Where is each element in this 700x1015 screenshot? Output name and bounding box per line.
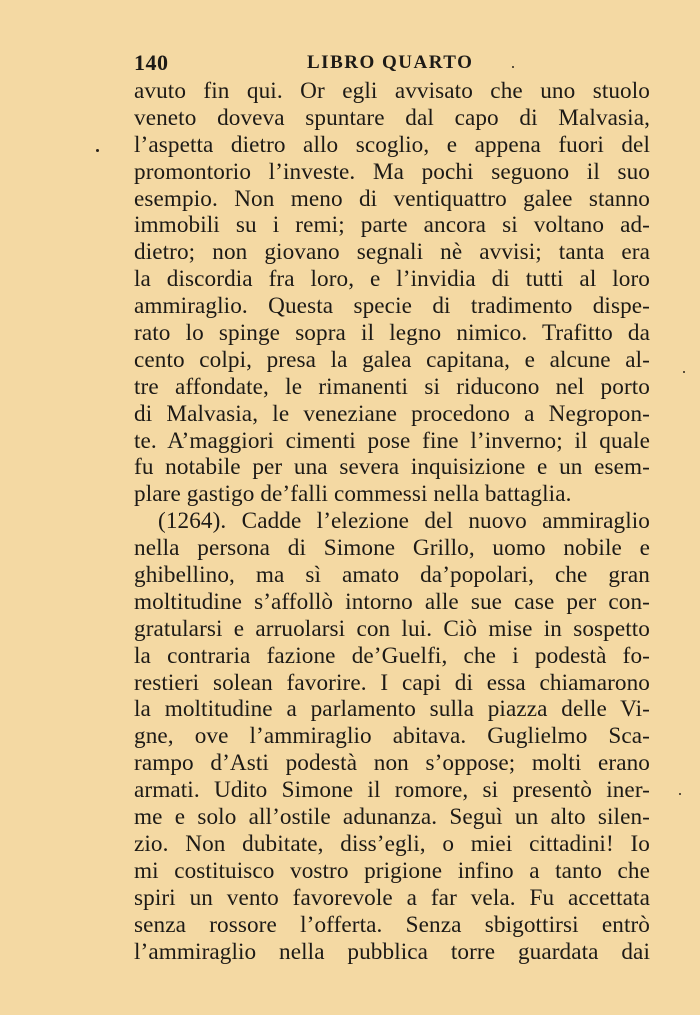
- text-line: immobili su i remi; parte ancora si voltano ad-: [134, 212, 650, 239]
- ink-speck: [679, 793, 681, 795]
- text-line: zio. Non dubitate, diss’egli, o miei cittadini! Io: [134, 830, 650, 857]
- text-line: veneto doveva spuntare dal capo di Malvasia,: [134, 104, 650, 131]
- text-line: la contraria fazione de’Guelfi, che i podestà fo-: [134, 642, 650, 669]
- text-line: spiri un vento favorevole a far vela. Fu accettata: [134, 884, 650, 911]
- text-line: ghibellino, ma sì amato da’popolari, che gran: [134, 562, 650, 589]
- text-line: rampo d’Asti podestà non s’oppose; molti erano: [134, 750, 650, 777]
- text-line: rato lo spinge sopra il legno nimico. Trafitto da: [134, 320, 650, 347]
- text-line: gne, ove l’ammiraglio abitava. Guglielmo Sca-: [134, 723, 650, 750]
- text-line: dietro; non giovano segnali nè avvisi; tanta era: [134, 239, 650, 266]
- text-line: fu notabile per una severa inquisizione e un esem-: [134, 454, 650, 481]
- page-number: 140: [134, 50, 169, 75]
- text-line: me e solo all’ostile adunanza. Seguì un alto silen-: [134, 804, 650, 831]
- text-line: nella persona di Simone Grillo, uomo nobile e: [134, 535, 650, 562]
- text-line: te. A’maggiori cimenti pose fine l’inverno; il quale: [134, 427, 650, 454]
- ink-speck: [683, 371, 685, 373]
- text-line: (1264). Cadde l’elezione del nuovo ammiraglio: [158, 508, 650, 535]
- running-head: LIBRO QUARTO: [307, 52, 474, 73]
- text-line: mi costituisco vostro prigione infino a tanto che: [134, 857, 650, 884]
- text-line: la discordia fra loro, e l’invidia di tutti al loro: [134, 266, 650, 293]
- text-line: avuto fin qui. Or egli avvisato che uno stuolo: [134, 78, 650, 104]
- text-line: la moltitudine a parlamento sulla piazza delle Vi-: [134, 696, 650, 723]
- text-line: moltitudine s’affollò intorno alle sue case per con-: [134, 588, 650, 615]
- page-header: [0, 46, 700, 82]
- text-line: senza rossore l’offerta. Senza sbigottirsi entrò: [134, 911, 650, 938]
- text-line: esempio. Non meno di ventiquattro galee stanno: [134, 185, 650, 212]
- ink-speck: [512, 66, 514, 68]
- text-line: gratularsi e arruolarsi con lui. Ciò mise in sospetto: [134, 615, 650, 642]
- text-line: l’aspetta dietro allo scoglio, e appena fuori del: [134, 131, 650, 158]
- text-line: l’ammiraglio nella pubblica torre guardata dai: [134, 938, 650, 965]
- body-text: [134, 78, 650, 965]
- ink-speck: [96, 149, 99, 152]
- text-line: ammiraglio. Questa specie di tradimento dispe-: [134, 293, 650, 320]
- text-line: di Malvasia, le veneziane procedono a Negropon-: [134, 400, 650, 427]
- text-line: cento colpi, presa la galea capitana, e alcune al-: [134, 346, 650, 373]
- text-line: restieri solean favorire. I capi di essa chiamarono: [134, 669, 650, 696]
- text-line: plare gastigo de’falli commessi nella battaglia.: [134, 481, 572, 508]
- text-line: tre affondate, le rimanenti si riducono nel porto: [134, 373, 650, 400]
- text-line: armati. Udito Simone il romore, si presentò iner-: [134, 777, 650, 804]
- text-line: promontorio l’investe. Ma pochi seguono il suo: [134, 158, 650, 185]
